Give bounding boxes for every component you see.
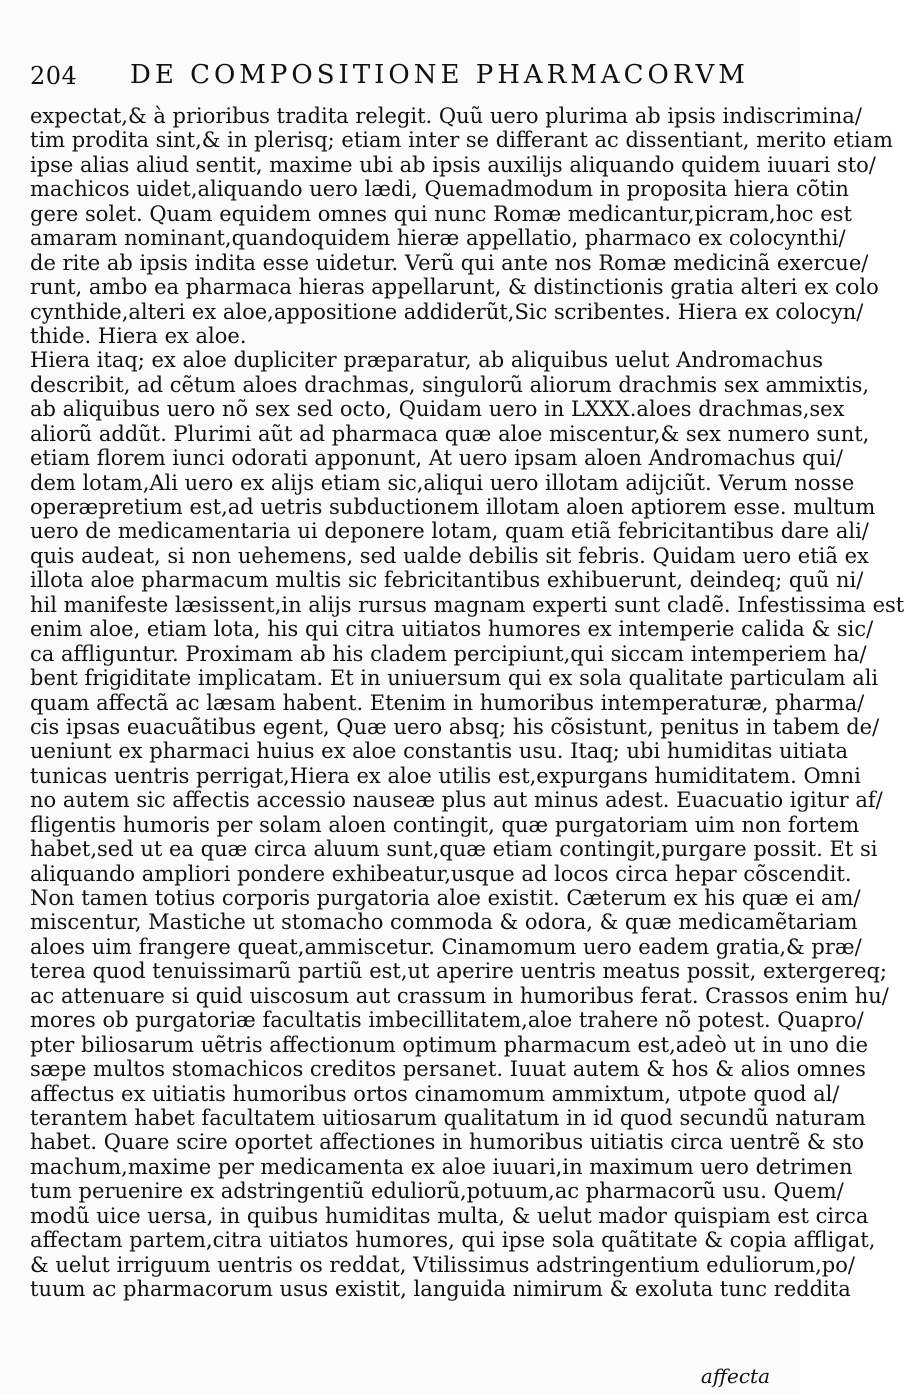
body-text [30, 104, 904, 1344]
text-line: bent frigiditate implicatam. Et in uniuersum qui ex sola qualitate particulam ali [30, 666, 879, 691]
text-line: fligentis humoris per solam aloen contingit, quæ purgatoriam uim non fortem [30, 812, 860, 837]
text-line: cynthide,alteri ex aloe,appositione addiderũt,Sic scribentes. Hiera ex colocyn/ [30, 299, 864, 324]
text-line: machum,maxime per medicamenta ex aloe iuuari,in maximum uero detrimen [30, 1154, 853, 1179]
text-line: gere solet. Quam equidem omnes qui nunc Romæ medicantur,picram,hoc est [30, 201, 852, 226]
text-line: sæpe multos stomachicos creditos persanet. Iuuat autem & hos & alios omnes [30, 1057, 866, 1082]
catchword: affecta [700, 1364, 770, 1388]
page-header [20, 60, 780, 94]
text-line: tim prodita sint,& in plerisq; etiam inter se differant ac dissentiant, merito etiam [30, 128, 893, 153]
text-line: aliquando ampliori pondere exhibeatur,usque ad locos circa hepar cõscendit. [30, 861, 852, 886]
text-line: mores ob purgatoriæ facultatis imbecillitatem,aloe trahere nõ potest. Quapro/ [30, 1008, 864, 1033]
text-line: terea quod tenuissimarũ partiũ est,ut aperire uentris meatus possit, extergereq; [30, 959, 888, 984]
text-line: tum peruenire ex adstringentiũ eduliorũ,potuum,ac pharmacorũ usu. Quem/ [30, 1179, 844, 1204]
text-line: dem lotam,Ali uero ex alijs etiam sic,aliqui uero illotam adijciũt. Verum nosse [30, 470, 855, 495]
text-line: miscentur, Mastiche ut stomacho commoda & odora, & quæ medicamẽtariam [30, 910, 858, 935]
text-line: expectat,& à prioribus tradita relegit. Quũ uero plurima ab ipsis indiscrimina/ [30, 104, 862, 128]
text-line: habet. Quare scire oportet affectiones in humoribus uitiatis circa uentrẽ & sto [30, 1130, 865, 1155]
page-number: 204 [30, 62, 78, 90]
text-line: tunicas uentris perrigat,Hiera ex aloe utilis est,expurgans humiditatem. Omni [30, 763, 861, 788]
text-line: quis audeat, si non uehemens, sed ualde debilis sit febris. Quidam uero etiã ex [30, 543, 869, 568]
text-line: modũ uice uersa, in quibus humiditas multa, & uelut mador quispiam est circa [30, 1203, 869, 1228]
text-line: & uelut irriguum uentris os reddat, Vtilissimus adstringentium eduliorum,po/ [30, 1252, 855, 1277]
text-line: ipse alias aliud sentit, maxime ubi ab ipsis auxilijs aliquando quidem iuuari sto/ [30, 152, 876, 177]
text-line: illota aloe pharmacum multis sic febricitantibus exhibuerunt, deindeq; quũ ni/ [30, 568, 864, 593]
text-line: operæpretium est,ad uetris subductionem illotam aloen aptiorem esse. multum [30, 495, 876, 519]
text-line: ac attenuare si quid uiscosum aut crassum in humoribus ferat. Crassos enim hu/ [30, 983, 889, 1008]
text-line: ca affliguntur. Proximam ab his cladem percipiunt,qui siccam intemperiem ha/ [30, 641, 867, 666]
text-line: cis ipsas euacuãtibus egent, Quæ uero absq; his cõsistunt, penitus in tabem de/ [30, 714, 880, 739]
running-title: DE COMPOSITIONE PHARMACORVM [130, 60, 749, 90]
text-line: tuum ac pharmacorum usus existit, languida nimirum & exoluta tunc reddita [30, 1277, 851, 1301]
text-line: etiam florem iunci odorati apponunt, At uero ipsam aloen Andromachus qui/ [30, 446, 843, 471]
text-line: affectam partem,citra uitiatos humores, qui ipse sola quãtitate & copia affligat, [30, 1228, 876, 1253]
text-line: Hiera itaq; ex aloe dupliciter præparatur, ab aliquibus uelut Andromachus [30, 348, 824, 373]
text-line: ab aliquibus uero nõ sex sed octo, Quidam uero in LXXX.aloes drachmas,sex [30, 397, 845, 422]
text-line: thide. Hiera ex aloe. [30, 323, 247, 348]
text-line: Non tamen totius corporis purgatoria aloe existit. Cæterum ex his quæ ei am/ [30, 886, 861, 910]
text-line: habet,sed ut ea quæ circa aluum sunt,quæ etiam contingit,purgare possit. Et si [30, 837, 878, 862]
text-line: runt, ambo ea pharmaca hieras appellarunt, & distinctionis gratia alteri ex colo [30, 275, 879, 300]
text-line: quam affectã ac læsam habent. Etenim in humoribus intemperaturæ, pharma/ [30, 690, 865, 715]
text-line: hil manifeste læsissent,in alijs rursus magnam experti sunt cladẽ. Infestissima est [30, 592, 904, 617]
text-line: aloes uim frangere queat,ammiscetur. Cinamomum uero eadem gratia,& præ/ [30, 934, 862, 959]
text-line: affectus ex uitiatis humoribus ortos cinamomum ammixtum, utpote quod al/ [30, 1081, 840, 1106]
text-line: aliorũ addũt. Plurimi aũt ad pharmaca quæ aloe miscentur,& sex numero sunt, [30, 421, 870, 446]
text-line: amaram nominant,quandoquidem hieræ appellatio, pharmaco ex colocynthi/ [30, 226, 846, 251]
text-line: describit, ad cẽtum aloes drachmas, singulorũ aliorum drachmis sex ammixtis, [30, 372, 870, 397]
text-line: ueniunt ex pharmaci huius ex aloe constantis usu. Itaq; ubi humiditas uitiata [30, 739, 848, 764]
text-line: pter biliosarum uẽtris affectionum optimum pharmacum est,adeò ut in uno die [30, 1032, 869, 1057]
text-line: enim aloe, etiam lota, his qui citra uitiatos humores ex intemperie calida & sic/ [30, 617, 874, 642]
text-line: uero de medicamentaria ui deponere lotam, quam etiã febricitantibus dare ali/ [30, 519, 869, 544]
text-line: terantem habet facultatem uitiosarum qualitatum in id quod secundũ naturam [30, 1105, 866, 1130]
text-line: de rite ab ipsis indita esse uidetur. Verũ qui ante nos Romæ medicinã exercue/ [30, 250, 869, 275]
text-line: machicos uidet,aliquando uero lædi, Quemadmodum in proposita hiera cõtin [30, 177, 849, 202]
text-line: no autem sic affectis accessio nauseæ plus aut minus adest. Euacuatio igitur af/ [30, 788, 883, 813]
